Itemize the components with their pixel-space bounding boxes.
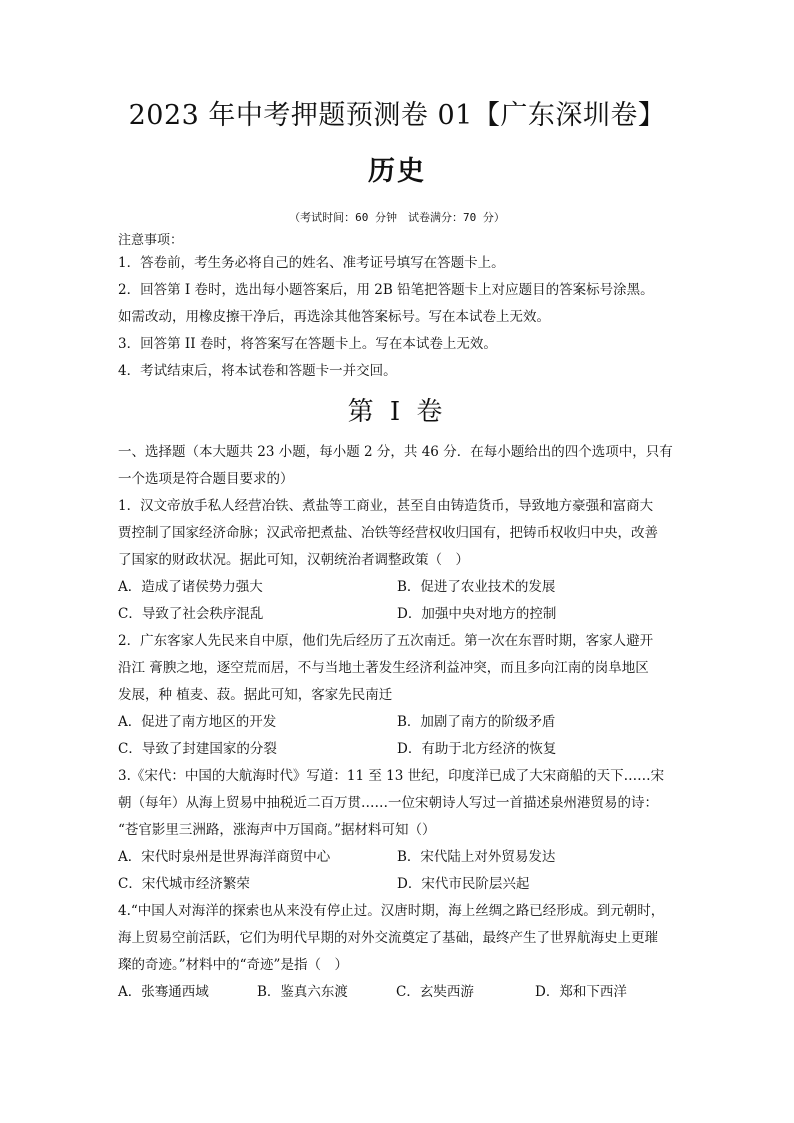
option-row <box>118 736 676 763</box>
notice-item: 3．回答第 II 卷时，将答案写在答题卡上。写在本试卷上无效。 <box>118 336 497 352</box>
option-row <box>118 574 676 601</box>
option-b: B．宋代陆上对外贸易发达 <box>397 849 556 865</box>
option-a: A．促进了南方地区的开发 <box>118 714 277 730</box>
subject-title: 历史 <box>368 156 426 187</box>
question-stem-line: “苍官影里三洲路，涨海声中万国商。”据材料可知（） <box>118 822 436 838</box>
option-row <box>118 709 676 736</box>
question-2 <box>118 628 676 763</box>
option-d: D．加强中央对地方的控制 <box>397 606 557 622</box>
exam-info: （考试时间：60 分钟 试卷满分：70 分） <box>289 211 505 224</box>
question-1 <box>118 493 676 628</box>
option-a: A．张骞通西域 <box>118 984 209 1000</box>
option-c: C．玄奘西游 <box>396 984 474 1000</box>
notice-list <box>118 250 676 385</box>
question-stem-line: 贾控制了国家经济命脉；汉武帝把煮盐、冶铁等经营权收归国有，把铸币权收归中央，改善 <box>118 525 658 541</box>
option-c: C．宋代城市经济繁荣 <box>118 876 250 892</box>
question-stem-line: 4.“中国人对海洋的探索也从来没有停止过。汉唐时期，海上丝绸之路已经形成。到元朝时， <box>118 903 665 919</box>
option-b: B．加剧了南方的阶级矛盾 <box>397 714 556 730</box>
question-stem-line: 璨的奇迹。”材料中的“奇迹”是指（ ） <box>118 957 348 973</box>
option-d: D．宋代市民阶层兴起 <box>397 876 530 892</box>
question-stem-line: 沿江 膏腴之地，逐空荒而居，不与当地土著发生经济利益冲突，而且多向江南的岗阜地区 <box>118 660 649 676</box>
question-3 <box>118 763 676 898</box>
notice-item: 4．考试结束后，将本试卷和答题卡一并交回。 <box>118 363 397 379</box>
question-stem-line: 海上贸易空前活跃，它们为明代早期的对外交流奠定了基础，最终产生了世界航海史上更璀 <box>118 930 658 946</box>
option-row <box>118 601 676 628</box>
option-row <box>118 844 676 871</box>
question-stem-line: 发展，种 植麦、菽。据此可知，客家先民南迁 <box>118 687 393 703</box>
option-b: B．鉴真六东渡 <box>257 984 348 1000</box>
option-row <box>118 979 676 1006</box>
exam-page <box>118 96 676 1006</box>
question-4 <box>118 898 676 1006</box>
question-stem-line: 了国家的财政状况。据此可知，汉朝统治者调整政策（ ） <box>118 552 469 568</box>
option-a: A．造成了诸侯势力强大 <box>118 579 263 595</box>
option-d: D．有助于北方经济的恢复 <box>397 741 557 757</box>
section-instruction: 一、选择题（本大题共 23 小题，每小题 2 分，共 46 分．在每小题给出的四个选项中，只有 <box>118 444 673 460</box>
option-c: C．导致了封建国家的分裂 <box>118 741 277 757</box>
option-b: B．促进了农业技术的发展 <box>397 579 556 595</box>
question-stem-line: 1．汉文帝放手私人经营冶铁、煮盐等工商业，甚至自由铸造货币，导致地方豪强和富商大 <box>118 498 654 514</box>
notice-title: 注意事项： <box>118 233 184 248</box>
section-title: 第 I 卷 <box>347 397 447 427</box>
notice-item: 如需改动，用橡皮擦干净后，再选涂其他答案标号。写在本试卷上无效。 <box>118 309 550 325</box>
question-stem-line: 3.《宋代：中国的大航海时代》写道：11 至 13 世纪，印度洋已成了大宋商船的天下……宋 <box>118 768 665 784</box>
section-instruction: 一个选项是符合题目要求的） <box>118 471 294 487</box>
notice-item: 2．回答第 I 卷时，选出每小题答案后，用 2B 铅笔把答题卡上对应题目的答案标号涂黑。 <box>118 282 654 298</box>
exam-title: 2023 年中考押题预测卷 01【广东深圳卷】 <box>128 100 666 131</box>
question-stem-line: 2．广东客家人先民来自中原，他们先后经历了五次南迁。第一次在东晋时期，客家人避开 <box>118 633 654 649</box>
option-d: D．郑和下西洋 <box>535 984 627 1000</box>
question-stem-line: 朝（每年）从海上贸易中抽税近二百万贯……一位宋朝诗人写过一首描述泉州港贸易的诗： <box>118 795 658 811</box>
option-c: C．导致了社会秩序混乱 <box>118 606 264 622</box>
option-a: A．宋代时泉州是世界海洋商贸中心 <box>118 849 331 865</box>
notice-item: 1．答卷前，考生务必将自己的姓名、准考证号填写在答题卡上。 <box>118 255 505 271</box>
option-row <box>118 871 676 898</box>
